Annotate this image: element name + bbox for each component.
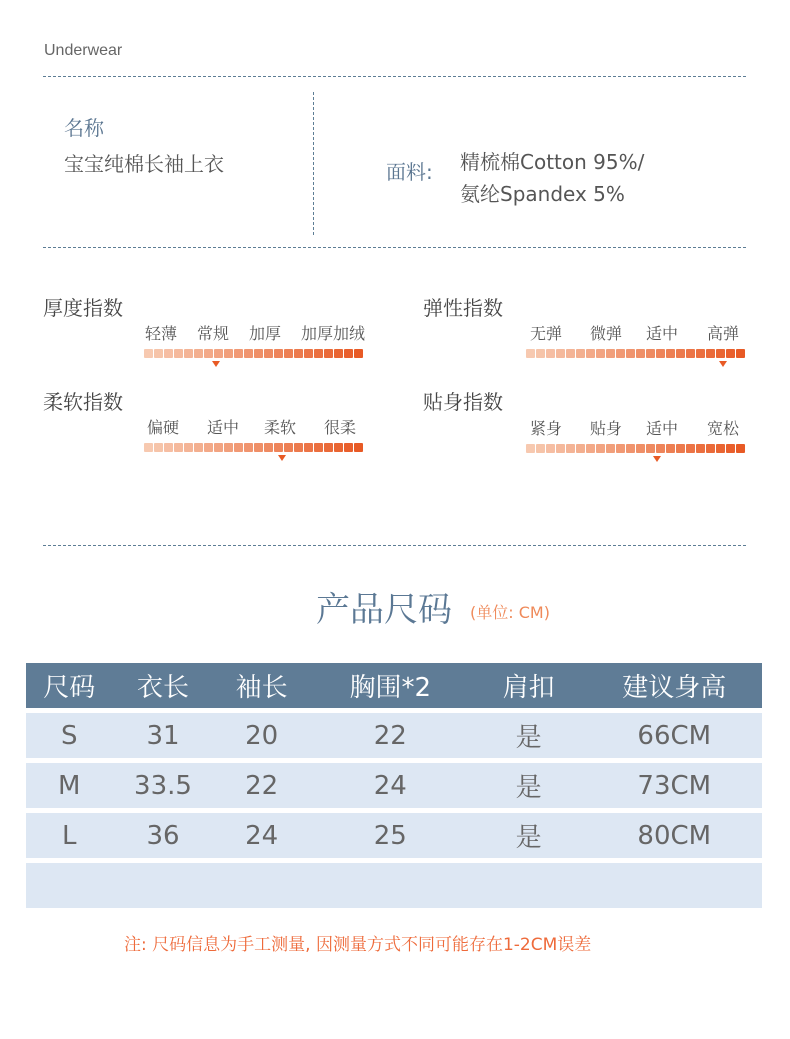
scale-segment (586, 444, 595, 453)
scale-segment (726, 349, 735, 358)
scale-segment (144, 443, 153, 452)
scale-segment (284, 349, 293, 358)
scale-segment (354, 443, 363, 452)
scale-segment (294, 443, 303, 452)
fit-option: 适中 (646, 419, 679, 438)
scale-segment (706, 349, 715, 358)
thickness-scale (144, 349, 363, 358)
header-cell: 衣长 (113, 663, 214, 708)
scale-segment (164, 443, 173, 452)
table-cell: 24 (213, 813, 309, 858)
scale-segment (244, 349, 253, 358)
scale-segment (526, 349, 535, 358)
scale-segment (194, 443, 203, 452)
scale-segment (626, 349, 635, 358)
scale-segment (636, 349, 645, 358)
scale-segment (646, 349, 655, 358)
scale-segment (566, 444, 575, 453)
scale-segment (696, 349, 705, 358)
scale-segment (184, 443, 193, 452)
scale-segment (536, 349, 545, 358)
fabric-line-2: 氨纶Spandex 5% (460, 182, 625, 206)
scale-segment (314, 443, 323, 452)
scale-segment (204, 443, 213, 452)
scale-segment (596, 444, 605, 453)
fit-marker-icon (653, 456, 661, 462)
scale-segment (616, 349, 625, 358)
table-cell: 是 (471, 713, 587, 758)
scale-segment (144, 349, 153, 358)
scale-segment (596, 349, 605, 358)
scale-segment (334, 349, 343, 358)
elasticity-marker-icon (719, 361, 727, 367)
table-row-empty (26, 863, 762, 908)
table-cell: 33.5 (113, 763, 214, 808)
scale-segment (646, 444, 655, 453)
scale-segment (536, 444, 545, 453)
scale-segment (174, 443, 183, 452)
scale-segment (706, 444, 715, 453)
scale-segment (244, 443, 253, 452)
table-cell: 20 (213, 713, 309, 758)
thickness-option: 轻薄 (145, 324, 178, 343)
header-cell: 胸围*2 (310, 663, 471, 708)
scale-segment (264, 349, 273, 358)
scale-segment (184, 349, 193, 358)
scale-segment (234, 349, 243, 358)
table-cell: S (26, 713, 113, 758)
table-cell: 66CM (586, 713, 762, 758)
softness-option: 很柔 (324, 418, 357, 437)
scale-segment (576, 444, 585, 453)
scale-segment (696, 444, 705, 453)
scale-segment (284, 443, 293, 452)
scale-segment (676, 349, 685, 358)
thickness-index-title: 厚度指数 (43, 296, 123, 320)
scale-segment (606, 444, 615, 453)
size-table-header (26, 663, 762, 708)
scale-segment (214, 443, 223, 452)
scale-segment (686, 349, 695, 358)
scale-segment (154, 349, 163, 358)
scale-segment (686, 444, 695, 453)
elasticity-option: 高弹 (707, 324, 740, 343)
table-cell: 25 (310, 813, 471, 858)
scale-segment (726, 444, 735, 453)
measurement-note-text: 注: 尺码信息为手工测量, 因测量方式不同可能存在1-2CM误差 (124, 935, 592, 955)
divider-bottom (43, 545, 746, 546)
thickness-option: 加厚加绒 (301, 324, 366, 343)
scale-segment (546, 349, 555, 358)
elasticity-scale (526, 349, 745, 358)
scale-segment (294, 349, 303, 358)
softness-marker-icon (278, 455, 286, 461)
scale-segment (224, 443, 233, 452)
header-cell: 肩扣 (471, 663, 587, 708)
scale-segment (626, 444, 635, 453)
scale-segment (656, 349, 665, 358)
scale-segment (656, 444, 665, 453)
fit-option: 宽松 (707, 419, 740, 438)
scale-segment (556, 444, 565, 453)
softness-option: 偏硬 (147, 418, 180, 437)
scale-segment (716, 444, 725, 453)
scale-segment (264, 443, 273, 452)
softness-index-title: 柔软指数 (43, 390, 123, 414)
scale-segment (606, 349, 615, 358)
scale-segment (304, 443, 313, 452)
divider-mid (43, 247, 746, 248)
thickness-option: 常规 (197, 324, 230, 343)
divider-top (43, 76, 746, 77)
thickness-option: 加厚 (249, 324, 282, 343)
size-section-unit: (单位: CM) (470, 603, 550, 622)
elasticity-option: 无弹 (530, 324, 563, 343)
table-row (26, 813, 762, 858)
scale-segment (254, 443, 263, 452)
table-cell: L (26, 813, 113, 858)
scale-segment (676, 444, 685, 453)
scale-segment (204, 349, 213, 358)
header-cell: 建议身高 (586, 663, 762, 708)
scale-segment (214, 349, 223, 358)
header-cell: 尺码 (26, 663, 113, 708)
scale-segment (736, 349, 745, 358)
scale-segment (576, 349, 585, 358)
fit-option: 贴身 (590, 419, 623, 438)
scale-segment (616, 444, 625, 453)
table-row (26, 763, 762, 808)
scale-segment (566, 349, 575, 358)
table-cell: 是 (471, 813, 587, 858)
softness-scale (144, 443, 363, 452)
product-name-value: 宝宝纯棉长袖上衣 (64, 152, 224, 176)
elasticity-option: 适中 (646, 324, 679, 343)
scale-segment (736, 444, 745, 453)
size-table (26, 658, 762, 913)
fabric-line-1: 精梳棉Cotton 95%/ (460, 150, 645, 174)
scale-segment (324, 443, 333, 452)
table-cell: 22 (213, 763, 309, 808)
thickness-marker-icon (212, 361, 220, 367)
scale-segment (666, 444, 675, 453)
scale-segment (174, 349, 183, 358)
table-row (26, 713, 762, 758)
table-cell: 24 (310, 763, 471, 808)
scale-segment (304, 349, 313, 358)
scale-segment (314, 349, 323, 358)
table-cell: 80CM (586, 813, 762, 858)
scale-segment (344, 443, 353, 452)
scale-segment (334, 443, 343, 452)
scale-segment (716, 349, 725, 358)
scale-segment (234, 443, 243, 452)
softness-option: 适中 (207, 418, 240, 437)
info-divider (313, 92, 314, 235)
elasticity-index-title: 弹性指数 (423, 296, 503, 320)
product-name-label: 名称 (64, 116, 104, 140)
scale-segment (586, 349, 595, 358)
elasticity-option: 微弹 (590, 324, 623, 343)
table-cell: 31 (113, 713, 214, 758)
scale-segment (556, 349, 565, 358)
fit-index-title: 贴身指数 (423, 390, 503, 414)
fit-option: 紧身 (530, 419, 563, 438)
scale-segment (274, 349, 283, 358)
scale-segment (154, 443, 163, 452)
scale-segment (224, 349, 233, 358)
scale-segment (274, 443, 283, 452)
scale-segment (546, 444, 555, 453)
scale-segment (164, 349, 173, 358)
softness-option: 柔软 (264, 418, 297, 437)
scale-segment (636, 444, 645, 453)
table-cell: 22 (310, 713, 471, 758)
fit-scale (526, 444, 745, 453)
scale-segment (254, 349, 263, 358)
fabric-label: 面料: (386, 160, 433, 184)
header-cell: 袖长 (213, 663, 309, 708)
scale-segment (526, 444, 535, 453)
scale-segment (666, 349, 675, 358)
size-section-title: 产品尺码 (316, 590, 452, 630)
scale-segment (344, 349, 353, 358)
scale-segment (354, 349, 363, 358)
table-cell: 是 (471, 763, 587, 808)
table-cell: 36 (113, 813, 214, 858)
scale-segment (324, 349, 333, 358)
table-cell: 73CM (586, 763, 762, 808)
brand-label: Underwear (44, 42, 123, 59)
scale-segment (194, 349, 203, 358)
table-cell: M (26, 763, 113, 808)
